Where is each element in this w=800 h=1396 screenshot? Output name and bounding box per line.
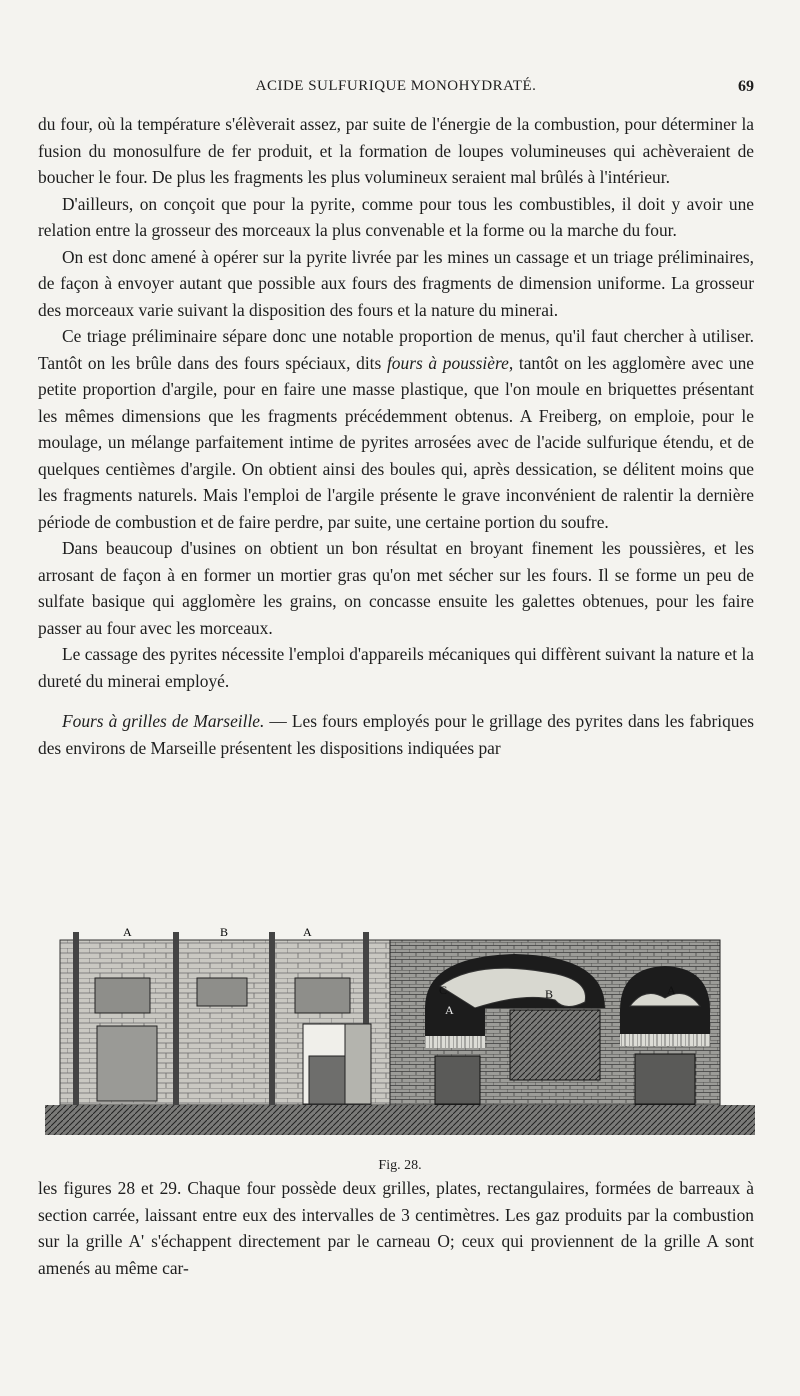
label-b: B	[220, 928, 229, 939]
upper-door	[295, 978, 350, 1013]
figure-caption: Fig. 28.	[378, 1158, 422, 1173]
paragraph: Dans beaucoup d'usines on obtient un bon résultat en broyant finement les poussières, et les arrosant de façon à en former un mortier gras qu'on met sécher sur les fours. Il se forme un peu de sulfate basique qui agglomère les grains, on concasse ensuite les galettes obtenues, pour les faire passer au four avec les morceaux.	[38, 538, 754, 638]
page-number: 69	[738, 78, 754, 95]
upper-door	[95, 978, 150, 1013]
label-a: A	[445, 1003, 454, 1017]
paragraph: Le cassage des pyrites nécessite l'emploi d'appareils mécaniques qui diffèrent suivant la nature et la dureté du minerai employé.	[38, 644, 754, 691]
paragraph: les figures 28 et 29. Chaque four possède deux grilles, plates, rectangulaires, formées de barreaux à section carrée, laissant entre eux des intervalles de 3 centimètres. Les gaz produits par la combustion sur la grille A' s'échappent directement par le carneau O; ceux qui proviennent de la grille A sont amenés au même car-	[38, 1178, 754, 1278]
body-text-top	[38, 111, 754, 761]
text-run: Ce triage préliminaire sépare donc une notable proportion de menus, qu'il faut chercher à utiliser. Tantôt on les brûle dans des fours spéciaux, dits	[38, 326, 754, 373]
grate-chamber	[425, 1008, 485, 1036]
central-pier	[510, 1010, 600, 1080]
ash-pit	[635, 1054, 695, 1104]
label-a: A	[667, 983, 676, 997]
open-door-leaf	[345, 1024, 371, 1104]
section-paragraph	[38, 708, 754, 761]
section-text: — Les fours employés pour le grillage des pyrites dans les fabriques des environs de Marseille présentent les dispositions indiquées par	[38, 711, 754, 758]
furnace-illustration	[45, 928, 755, 1143]
ground	[45, 1105, 755, 1135]
label-a: A	[303, 928, 312, 939]
label-b: B	[545, 987, 554, 1001]
section-title: Fours à grilles de Marseille.	[62, 711, 265, 731]
paragraph: On est donc amené à opérer sur la pyrite livrée par les mines un cassage et un triage préliminaires, de façon à envoyer autant que possible aux fours des fragments de dimension uniforme. La grosseur des morceaux varie suivant la disposition des fours et la nature du minerai.	[38, 246, 754, 320]
upper-door	[197, 978, 247, 1006]
label-c: C	[439, 983, 448, 997]
grate-chamber	[620, 1010, 710, 1034]
page-header	[38, 78, 754, 100]
grate	[425, 1036, 485, 1048]
tie-rod	[269, 932, 275, 1107]
paragraph: D'ailleurs, on conçoit que pour la pyrite, comme pour tous les combustibles, il doit y avoir une relation entre la grosseur des morceaux la plus convenable et la forme ou la marche du four.	[38, 193, 754, 240]
running-title: ACIDE SULFURIQUE MONOHYDRATÉ.	[255, 78, 537, 94]
tie-rod	[73, 932, 79, 1107]
paragraph: du four, où la température s'élèverait assez, par suite de l'énergie de la combustion, pour déterminer la fusion du monosulfure de fer produit, et la formation de loupes volumineuses qui achèveraient de boucher le four. De plus les fragments les plus volumineux seraient mal brûlés à l'intérieur.	[38, 114, 754, 187]
text-run: , tantôt on les agglomère avec une petite proportion d'argile, pour en faire une masse plastique, que l'on moule en briquettes présentant les mêmes dimensions que les fragments précédemment obtenus. A Freiberg, on emploie, pour le moulage, un mélange parfaitement intime de pyrites arrosées avec de l'acide sulfurique étendu, et de quelques centièmes d'argile. On obtient ainsi des boules qui, après dessication, se délitent moins que les fragments naturels. Mais l'emploi de l'argile présente le grave inconvénient de ralentir la dernière période de combustion et de faire perdre, par suite, une certaine portion du soufre.	[38, 352, 754, 532]
label-a: A	[123, 928, 132, 939]
ash-pit	[435, 1056, 480, 1104]
lower-door	[97, 1026, 157, 1101]
paragraph-triage	[38, 323, 754, 535]
italic-term: fours à poussière	[386, 352, 509, 373]
body-text-bottom	[38, 1175, 754, 1281]
tie-rod	[173, 932, 179, 1107]
grate	[620, 1034, 710, 1046]
